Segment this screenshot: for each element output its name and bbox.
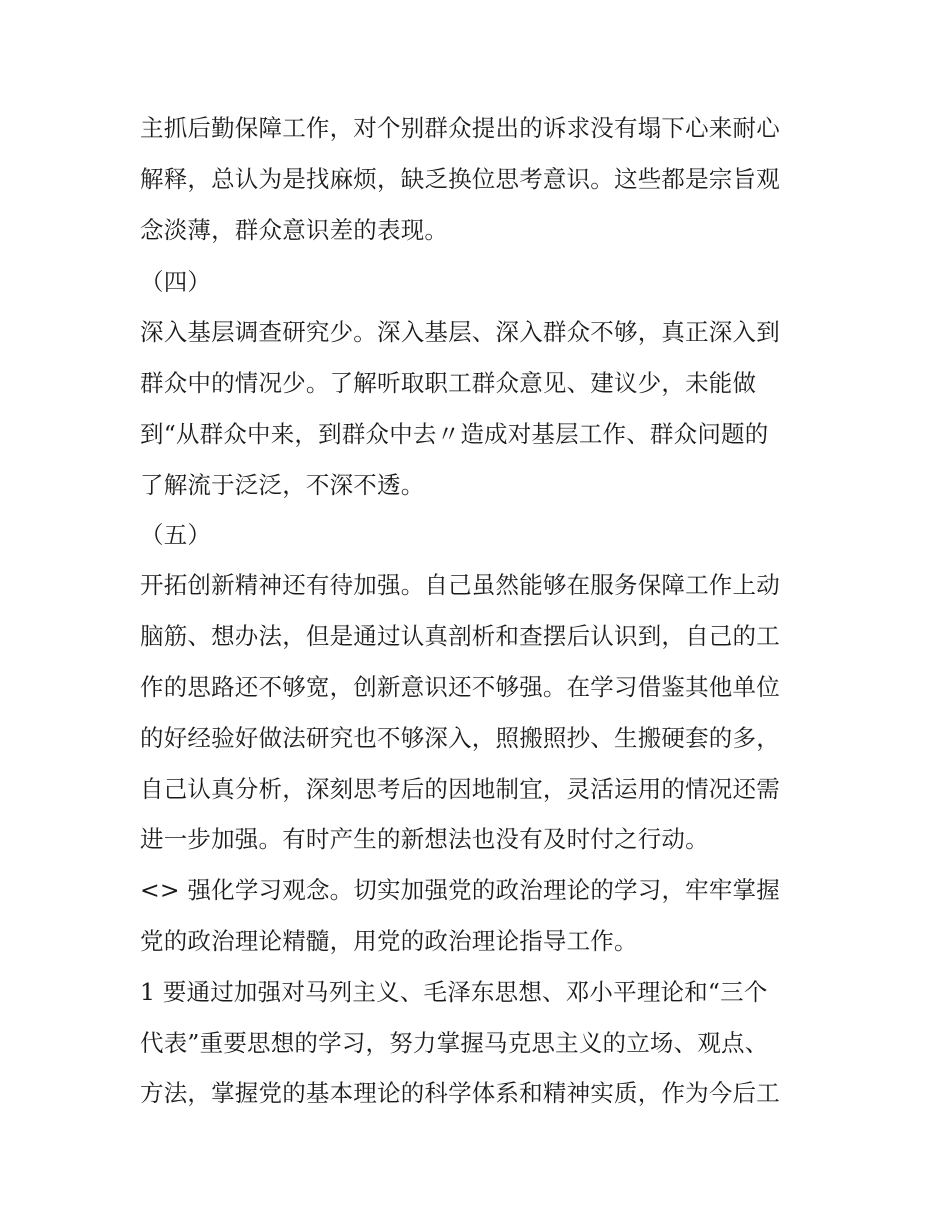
text-line: 自己认真分析，深刻思考后的因地制宜，灵活运用的情况还需 bbox=[140, 775, 780, 803]
text-line: 了解流于泛泛，不深不透。 bbox=[140, 471, 425, 499]
text-line: 代表”重要思想的学习，努力掌握马克思主义的立场、观点、 bbox=[140, 1029, 769, 1057]
text-line: 进一步加强。有时产生的新想法也没有及时付之行动。 bbox=[140, 825, 709, 853]
text-line: 解释，总认为是找麻烦，缺乏换位思考意识。这些都是宗旨观 bbox=[140, 165, 780, 193]
text-line: <> 强化学习观念。切实加强党的政治理论的学习，牢牢掌握 bbox=[140, 876, 780, 904]
text-line: 主抓后勤保障工作，对个别群众提出的诉求没有塌下心来耐心 bbox=[140, 114, 780, 142]
text-line: 群众中的情况少。了解听取职工群众意见、建议少，未能做 bbox=[140, 369, 757, 397]
text-line: 1 要通过加强对马列主义、毛泽东思想、邓小平理论和“三个 bbox=[140, 978, 768, 1006]
text-line: 党的政治理论精髓，用党的政治理论指导工作。 bbox=[140, 927, 638, 955]
text-line: 的好经验好做法研究也不够深入，照搬照抄、生搬硬套的多， bbox=[140, 724, 780, 752]
text-line: 深入基层调查研究少。深入基层、深入群众不够，真正深入到 bbox=[140, 318, 780, 346]
text-line: 方法，掌握党的基本理论的科学体系和精神实质，作为今后工 bbox=[140, 1079, 780, 1107]
text-line: 念淡薄，群众意识差的表现。 bbox=[140, 216, 449, 244]
text-line: 脑筋、想办法，但是通过认真剖析和查摆后认识到，自己的工 bbox=[140, 622, 780, 650]
text-line: 到“从群众中来，到群众中去〃造成对基层工作、群众问题的 bbox=[140, 420, 769, 448]
section-heading: （四） bbox=[140, 268, 212, 296]
text-line: 作的思路还不够宽，创新意识还不够强。在学习借鉴其他单位 bbox=[140, 673, 780, 701]
text-line: 开拓创新精神还有待加强。自己虽然能够在服务保障工作上动 bbox=[140, 571, 780, 599]
section-heading: （五） bbox=[140, 521, 212, 549]
